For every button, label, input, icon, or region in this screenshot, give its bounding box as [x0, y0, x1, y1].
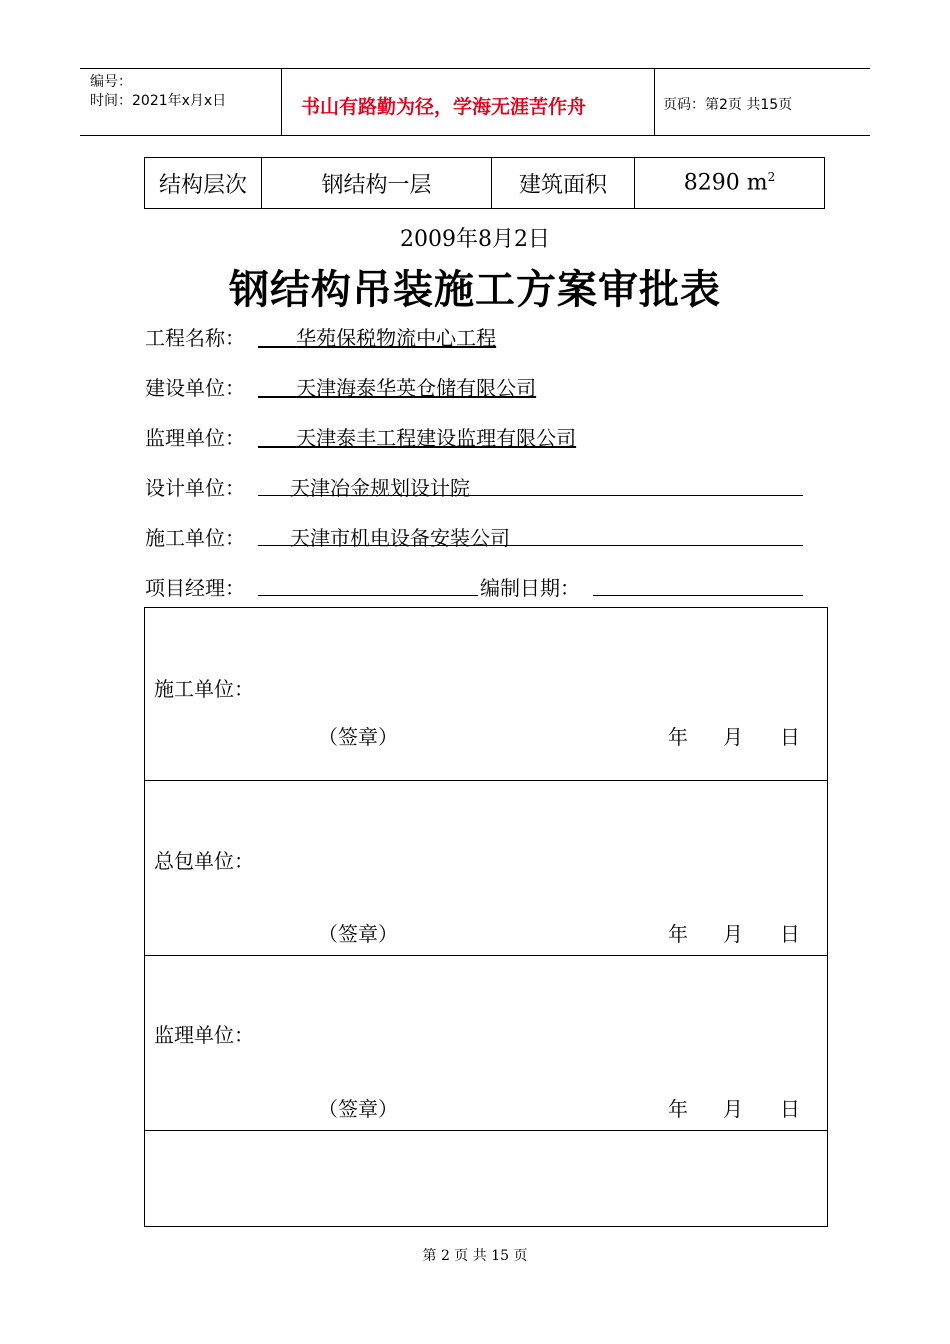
number-label: 编号： — [90, 74, 132, 90]
supervision-unit-label: 监理单位： — [145, 426, 245, 450]
header-top-rule — [80, 68, 870, 69]
day-text: 日 — [780, 922, 800, 946]
building-area-cell — [635, 158, 825, 209]
header-divider — [281, 68, 282, 135]
header-divider — [654, 68, 655, 135]
design-unit-underline — [258, 495, 803, 496]
page-title: 钢结构吊装施工方案审批表 — [229, 267, 721, 313]
supervision-unit-value: 天津泰丰工程建设监理有限公司 — [296, 426, 577, 450]
structure-level-value: 钢结构一层 — [262, 158, 492, 209]
month-text: 月 — [723, 922, 743, 946]
year-text: 年 — [668, 725, 688, 749]
structure-level-label: 结构层次 — [145, 158, 262, 209]
day-text: 日 — [780, 725, 800, 749]
approval-separator — [144, 780, 828, 781]
info-table — [144, 157, 825, 209]
approval-separator — [144, 955, 828, 956]
design-unit-label: 设计单位： — [145, 476, 245, 500]
construction-owner-label: 建设单位： — [145, 376, 245, 400]
project-name-value: 华苑保税物流中心工程 — [296, 326, 497, 350]
area-superscript: 2 — [767, 170, 776, 185]
project-manager-label: 项目经理： — [145, 576, 245, 600]
motto-text: 书山有路勤为径，学海无涯苦作舟 — [301, 96, 587, 118]
time-label: 时间：2021年x月x日 — [90, 93, 227, 109]
seal-text: （签章） — [318, 922, 398, 946]
year-text: 年 — [668, 922, 688, 946]
builder-unit-underline — [258, 545, 803, 546]
page-footer: 第 2 页 共 15 页 — [422, 1248, 528, 1264]
month-text: 月 — [723, 725, 743, 749]
project-manager-underline — [258, 595, 478, 596]
building-area-label: 建筑面积 — [492, 158, 635, 209]
builder-unit-label: 施工单位： — [145, 526, 245, 550]
approval-label-general-contractor: 总包单位： — [154, 849, 254, 873]
day-text: 日 — [780, 1097, 800, 1121]
approval-label-supervision: 监理单位： — [154, 1023, 254, 1047]
month-text: 月 — [723, 1097, 743, 1121]
building-area-value: 8290 m — [683, 170, 768, 196]
approval-label-builder: 施工单位： — [154, 677, 254, 701]
document-date: 2009年8月2日 — [400, 227, 550, 252]
builder-unit-value: 天津市机电设备安装公司 — [290, 526, 510, 550]
approval-separator — [144, 1130, 828, 1131]
seal-text: （签章） — [318, 1097, 398, 1121]
seal-text: （签章） — [318, 725, 398, 749]
design-unit-value: 天津冶金规划设计院 — [290, 476, 470, 500]
page-info: 页码：第2页 共15页 — [663, 97, 793, 113]
project-name-label: 工程名称： — [145, 326, 245, 350]
year-text: 年 — [668, 1097, 688, 1121]
header-bottom-rule — [80, 135, 870, 136]
compile-date-underline — [593, 595, 803, 596]
construction-owner-value: 天津海泰华英仓储有限公司 — [296, 376, 537, 400]
compile-date-label: 编制日期： — [480, 576, 580, 600]
